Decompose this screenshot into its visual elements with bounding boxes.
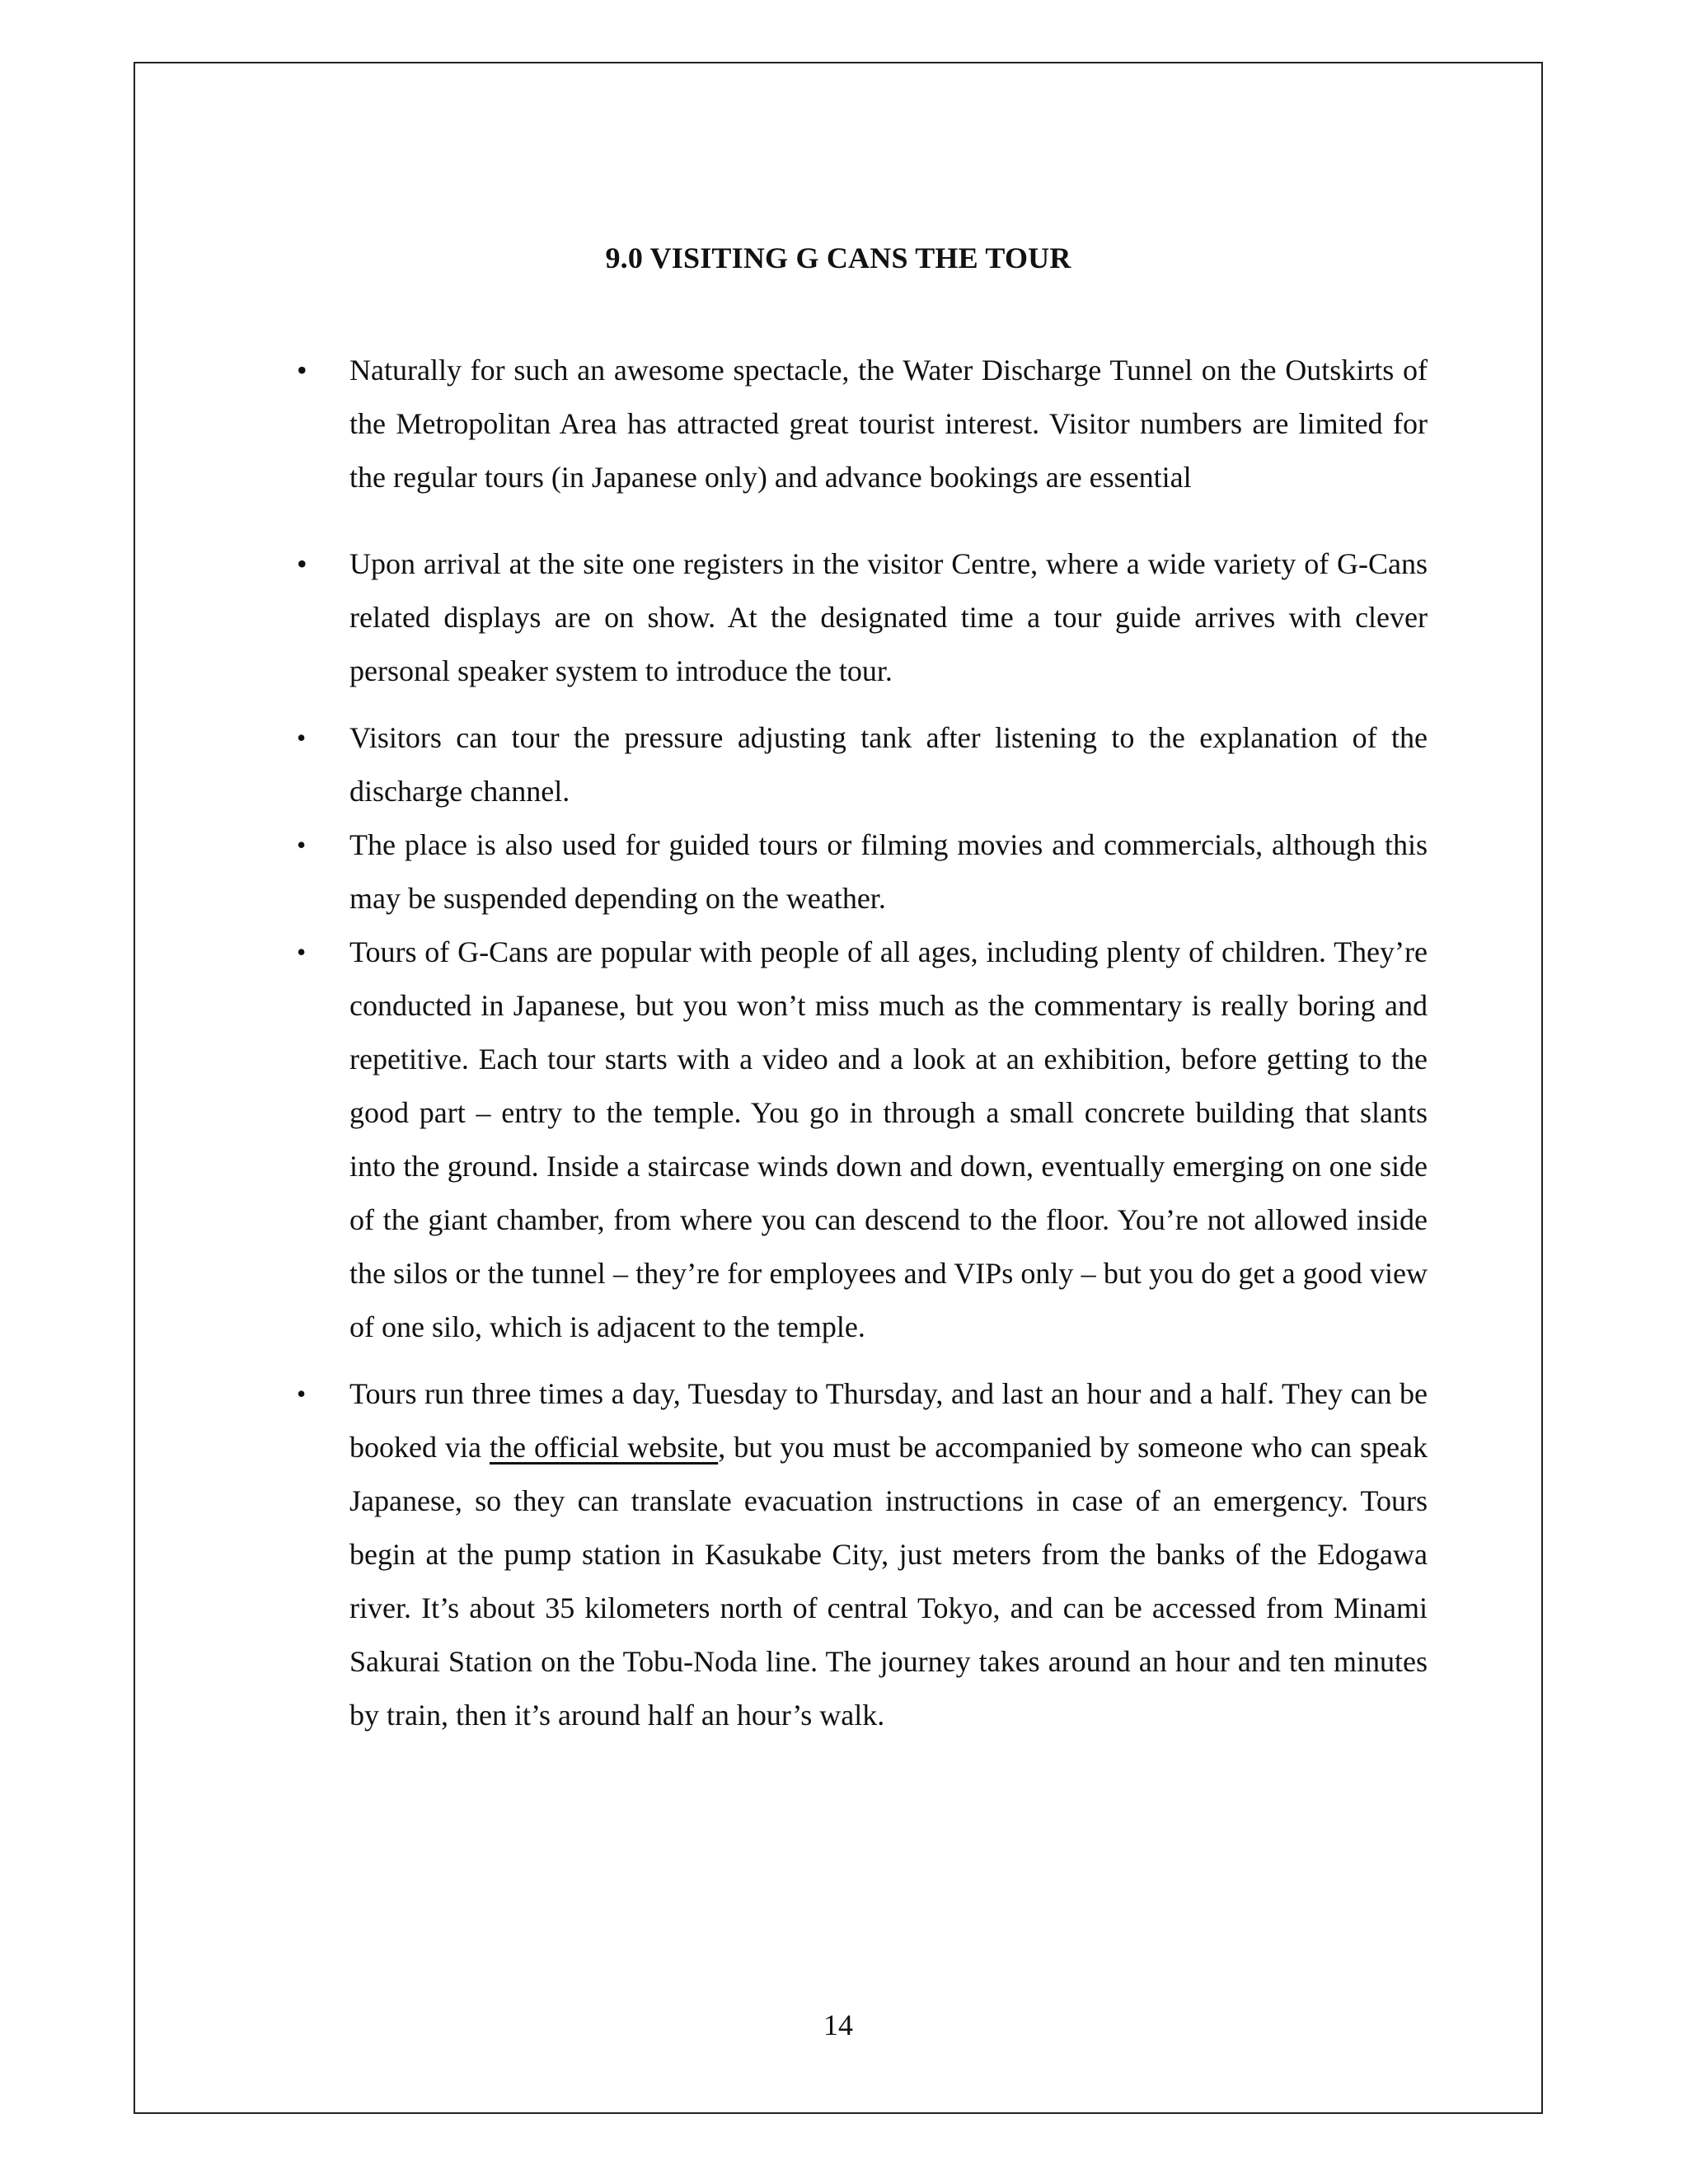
bullet-text: The place is also used for guided tours or filming movies and commercials, although this may be suspended depending on the weather. (349, 828, 1428, 915)
official-website-link[interactable]: the official website (489, 1431, 719, 1464)
bullet-text-before-link: Tours run three times a day, Tuesday to Thursday, and last an hour and a half. They can be booked via (349, 1377, 1428, 1464)
bullet-item (297, 818, 1428, 926)
bullet-marker: • (297, 937, 307, 967)
bullet-text: Upon arrival at the site one registers in the visitor Centre, where a wide variety of G-Cans related displays are on show. At the designated time a tour guide arrives with clever personal speaker system to introduce the tour. (349, 547, 1428, 687)
bullet-text: Tours of G-Cans are popular with people of all ages, including plenty of children. They’re conducted in Japanese, but you won’t miss much as the commentary is really boring and repetitive. Each tour starts with a video and a look at an exhibition, before getting to the good part – entry to the temple. You go in through a small concrete building that slants into the ground. Inside a staircase winds down and down, eventually emerging on one side of the giant chamber, from where you can descend to the floor. You’re not allowed inside the silos or the tunnel – they’re for employees and VIPs only – but you do get a good view of one silo, which is adjacent to the temple. (349, 935, 1428, 1343)
bullet-marker: • (297, 354, 307, 387)
bullet-item (297, 926, 1428, 1354)
bullet-marker: • (297, 1379, 307, 1408)
section-heading: 9.0 VISITING G CANS THE TOUR (605, 241, 1071, 274)
bullet-marker: • (297, 547, 307, 580)
bullet-item (297, 344, 1428, 504)
page-number: 14 (823, 2008, 853, 2041)
bullet-text: Visitors can tour the pressure adjusting tank after listening to the explanation of the discharge channel. (349, 721, 1428, 808)
bullet-marker: • (297, 830, 307, 860)
bullet-item (297, 1367, 1428, 1742)
bullet-item (297, 711, 1428, 818)
bullet-item (297, 537, 1428, 698)
bullet-list (297, 344, 1428, 1742)
bullet-text: Naturally for such an awesome spectacle, the Water Discharge Tunnel on the Outskirts of the Metropolitan Area has attracted great tourist interest. Visitor numbers are limited for the regular tours (in Japanese only) and advance bookings are essential (349, 354, 1428, 494)
bullet-marker: • (297, 723, 307, 752)
bullet-text-after-link: , but you must be accompanied by someone who can speak Japanese, so they can translate evacuation instructions in case of an emergency. Tours begin at the pump station in Kasukabe City, just meters from the banks of the Edogawa river. It’s about 35 kilometers north of central Tokyo, and can be accessed from Minami Sakurai Station on the Tobu-Noda line. The journey takes around an hour and ten minutes by train, then it’s around half an hour’s walk. (349, 1431, 1428, 1732)
